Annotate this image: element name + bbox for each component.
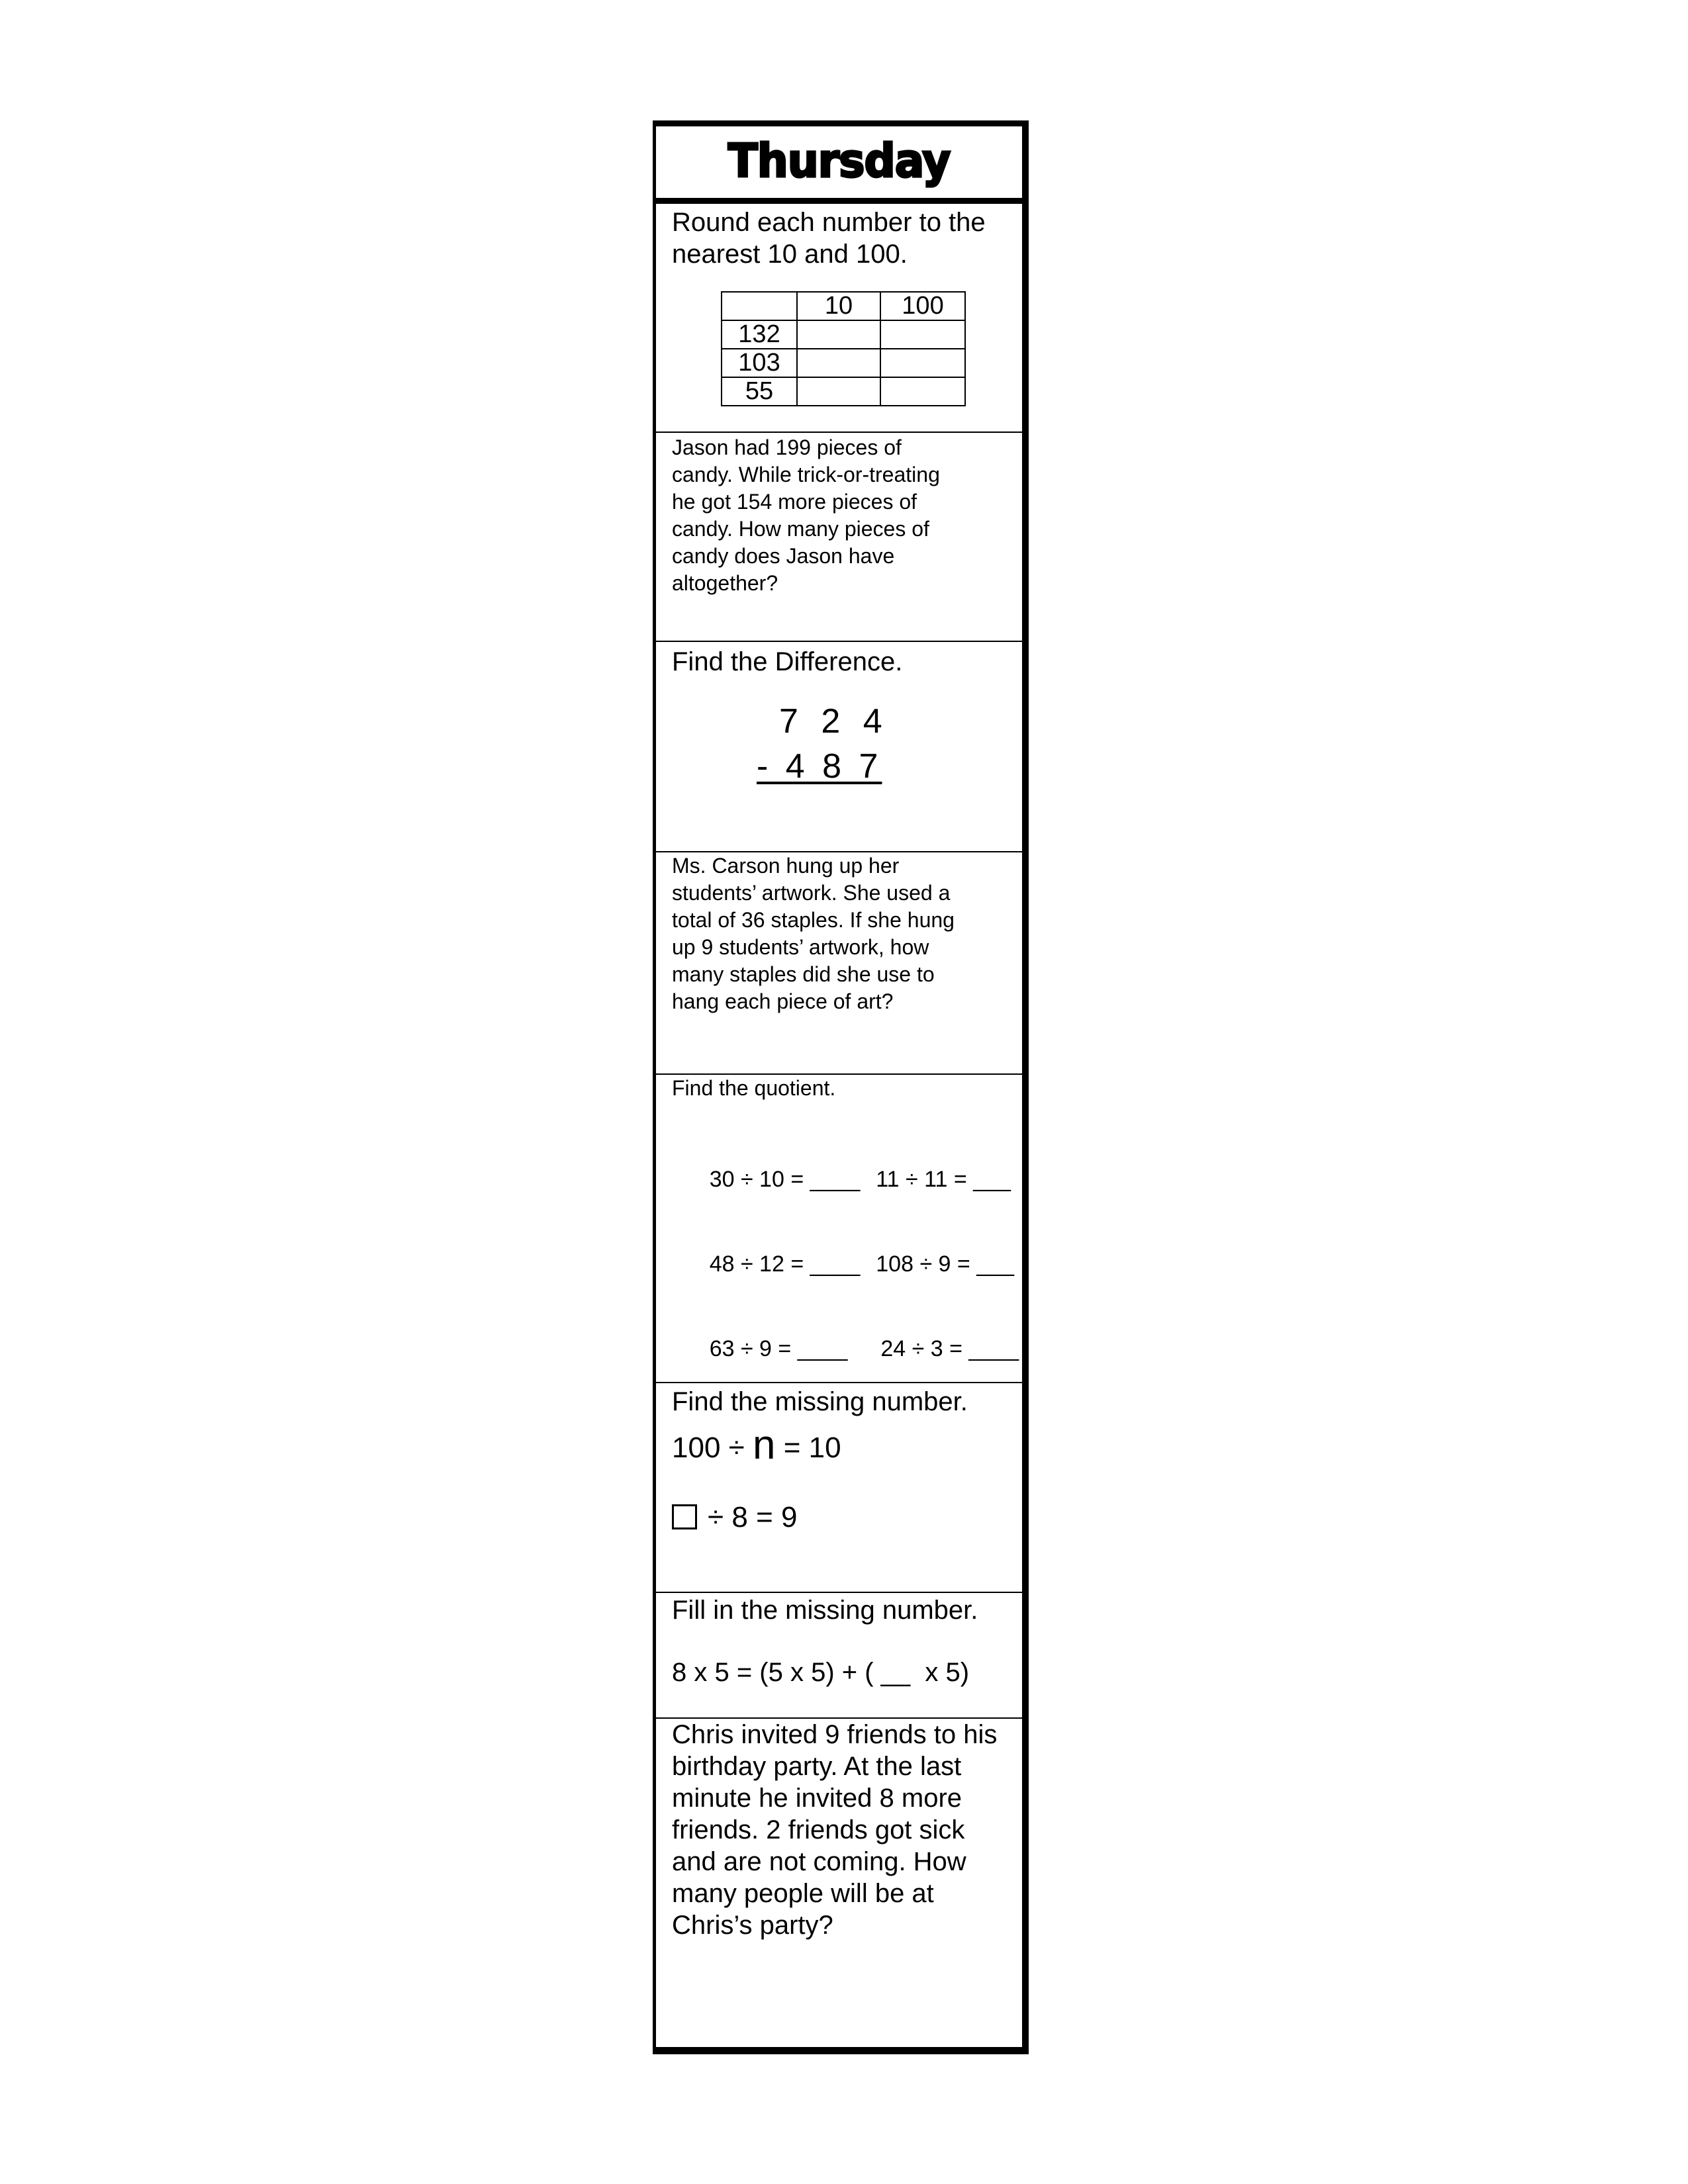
rounding-section — [656, 204, 1022, 433]
quotient-problem — [672, 1310, 1019, 1388]
table-row-number: 55 — [722, 377, 797, 406]
table-header-cell: 100 — [880, 292, 965, 320]
problem-line: Ms. Carson hung up her — [672, 854, 900, 878]
quotient-item: 11 ÷ 11 = ___ — [876, 1167, 1011, 1192]
quotient-item: 108 ÷ 9 = ___ — [876, 1251, 1014, 1277]
problem-line: candy. While trick-or-treating — [672, 463, 940, 486]
party-problem — [656, 1719, 1022, 2046]
quotient-item: 30 ÷ 10 = ____ — [709, 1167, 861, 1192]
page-title: Thursday — [727, 134, 951, 188]
problem-line: friends. 2 friends got sick — [672, 1815, 965, 1844]
equation-left: 100 ÷ — [672, 1432, 753, 1464]
problem-line: up 9 students’ artwork, how — [672, 935, 929, 959]
problem-line: minute he invited 8 more — [672, 1784, 962, 1813]
quotient-item: 24 ÷ 3 = ____ — [880, 1336, 1019, 1361]
subtrahend: - 4 8 7 — [757, 747, 882, 786]
table-row-number: 132 — [722, 320, 797, 349]
quotient-item: 63 ÷ 9 = ____ — [709, 1336, 848, 1361]
problem-line: total of 36 staples. If she hung — [672, 908, 955, 932]
problem-line: candy. How many pieces of — [672, 517, 929, 541]
equation-text: ÷ 8 = 9 — [708, 1501, 798, 1533]
difference-instruction: Find the Difference. — [672, 647, 903, 676]
worksheet-strip — [653, 120, 1029, 2054]
missing-number-instruction: Find the missing number. — [672, 1387, 968, 1416]
problem-line: candy does Jason have — [672, 544, 895, 568]
table-header-cell — [722, 292, 797, 320]
table-row — [722, 377, 965, 406]
candy-problem — [656, 433, 1022, 642]
problem-line: many staples did she use to — [672, 962, 935, 986]
answer-cell[interactable] — [880, 377, 965, 406]
equation-with-box — [672, 1501, 797, 1534]
problem-line: many people will be at — [672, 1879, 934, 1908]
title-banner — [656, 126, 1022, 204]
problem-line: Chris invited 9 friends to his — [672, 1720, 998, 1749]
problem-line: altogether? — [672, 571, 778, 595]
equation-with-variable — [672, 1422, 841, 1469]
problem-line: Chris’s party? — [672, 1911, 833, 1940]
table-header-cell: 10 — [797, 292, 880, 320]
problem-line: birthday party. At the last — [672, 1752, 962, 1781]
fill-in-equation: 8 x 5 = (5 x 5) + ( __ x 5) — [672, 1658, 970, 1687]
problem-line: he got 154 more pieces of — [672, 490, 917, 514]
rounding-instruction: Round each number to the nearest 10 and 100. — [672, 208, 986, 269]
minuend: 7 2 4 — [779, 702, 889, 741]
problem-line: and are not coming. How — [672, 1847, 966, 1876]
answer-cell[interactable] — [797, 320, 880, 349]
equation-right: = 10 — [775, 1432, 841, 1464]
variable-n: n — [753, 1422, 776, 1468]
table-row — [722, 349, 965, 377]
quotient-instruction: Find the quotient. — [672, 1076, 836, 1100]
difference-section — [656, 642, 1022, 852]
subtraction-problem — [757, 699, 889, 789]
quotient-item: 48 ÷ 12 = ____ — [709, 1251, 861, 1277]
quotient-section — [656, 1075, 1022, 1383]
table-row — [722, 292, 965, 320]
missing-number-section — [656, 1383, 1022, 1593]
problem-line: students’ artwork. She used a — [672, 881, 951, 905]
table-row — [722, 320, 965, 349]
empty-box-icon — [672, 1504, 697, 1529]
quotient-problem — [672, 1141, 1011, 1218]
answer-cell[interactable] — [797, 349, 880, 377]
problem-line: Jason had 199 pieces of — [672, 435, 902, 459]
answer-cell[interactable] — [880, 320, 965, 349]
rounding-table — [721, 291, 966, 406]
staples-problem — [656, 852, 1022, 1075]
fill-in-instruction: Fill in the missing number. — [672, 1596, 978, 1625]
fill-in-section — [656, 1593, 1022, 1719]
quotient-problem — [672, 1226, 1014, 1303]
answer-cell[interactable] — [797, 377, 880, 406]
problem-line: hang each piece of art? — [672, 989, 894, 1013]
answer-cell[interactable] — [880, 349, 965, 377]
table-row-number: 103 — [722, 349, 797, 377]
